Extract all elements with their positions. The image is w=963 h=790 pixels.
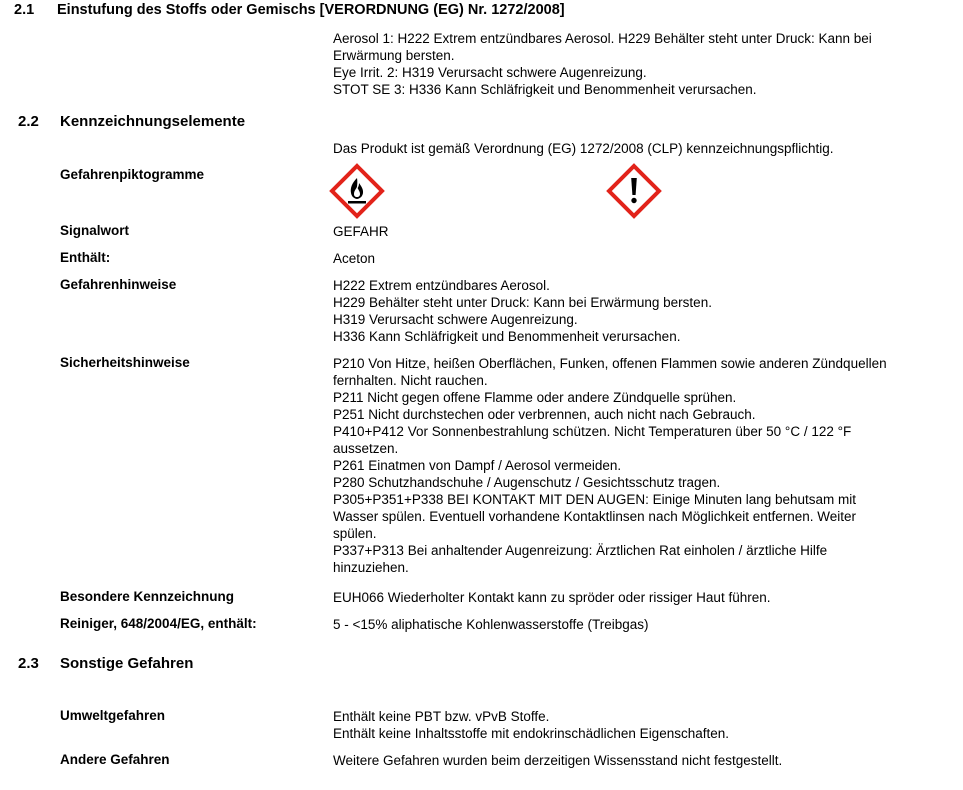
section-title-2-1: Einstufung des Stoffs oder Gemischs [VERORDNUNG (EG) Nr. 1272/2008] — [57, 2, 565, 18]
precautionary-line: P211 Nicht gegen offene Flamme oder andere Zündquelle sprühen. — [333, 390, 737, 405]
precautionary-line: spülen. — [333, 526, 377, 541]
signal-word-label: Signalwort — [60, 223, 130, 238]
precautionary-statements — [333, 355, 887, 576]
precautionary-line: P410+P412 Vor Sonnenbestrahlung schützen. Nicht Temperaturen über 50 °C / 122 °F — [333, 424, 852, 439]
precautionary-line: aussetzen. — [333, 441, 399, 456]
precautionary-line: P251 Nicht durchstechen oder verbrennen, auch nicht nach Gebrauch. — [333, 407, 756, 422]
environmental-hazards — [333, 708, 729, 742]
hazard-statement: H336 Kann Schläfrigkeit und Benommenheit verursachen. — [333, 329, 681, 344]
precautionary-line: hinzuziehen. — [333, 560, 409, 575]
classification-line: Eye Irrit. 2: H319 Verursacht schwere Augenreizung. — [333, 65, 647, 80]
hazard-statements-label: Gefahrenhinweise — [60, 277, 177, 292]
signal-word-value: GEFAHR — [333, 224, 389, 239]
hazard-statement: H229 Behälter steht unter Druck: Kann bei Erwärmung bersten. — [333, 295, 712, 310]
contains-value: Aceton — [333, 251, 376, 266]
precautionary-line: P305+P351+P338 BEI KONTAKT MIT DEN AUGEN: Einige Minuten lang behutsam mit — [333, 492, 857, 507]
pictograms-label: Gefahrenpiktogramme — [60, 167, 205, 182]
section-number-2-1: 2.1 — [14, 2, 35, 18]
classification-line: STOT SE 3: H336 Kann Schläfrigkeit und Benommenheit verursachen. — [333, 82, 757, 97]
classification-line: Aerosol 1: H222 Extrem entzündbares Aerosol. H229 Behälter steht unter Druck: Kann bei — [333, 31, 872, 46]
labeling-intro: Das Produkt ist gemäß Verordnung (EG) 1272/2008 (CLP) kennzeichnungspflichtig. — [333, 141, 834, 156]
precautionary-line: P261 Einatmen von Dampf / Aerosol vermeiden. — [333, 458, 622, 473]
environmental-hazards-label: Umweltgefahren — [60, 708, 166, 723]
precautionary-line: fernhalten. Nicht rauchen. — [333, 373, 488, 388]
precautionary-line: P337+P313 Bei anhaltender Augenreizung: Ärztlichen Rat einholen / ärztliche Hilfe — [333, 543, 828, 558]
precautionary-line: Wasser spülen. Eventuell vorhandene Kontaktlinsen nach Möglichkeit entfernen. Weiter — [333, 509, 857, 524]
section-title-2-3: Sonstige Gefahren — [60, 655, 194, 672]
section-number-2-3: 2.3 — [18, 655, 39, 672]
environmental-line: Enthält keine Inhaltsstoffe mit endokrinschädlichen Eigenschaften. — [333, 726, 729, 741]
exclamation-pictogram-icon — [606, 163, 662, 219]
precautionary-statements-label: Sicherheitshinweise — [60, 355, 190, 370]
contains-label: Enthält: — [60, 250, 111, 265]
precautionary-line: P280 Schutzhandschuhe / Augenschutz / Gesichtsschutz tragen. — [333, 475, 721, 490]
environmental-line: Enthält keine PBT bzw. vPvB Stoffe. — [333, 709, 550, 724]
hazard-statements — [333, 277, 712, 345]
hazard-statement: H319 Verursacht schwere Augenreizung. — [333, 312, 578, 327]
detergent-value: 5 - <15% aliphatische Kohlenwasserstoffe (Treibgas) — [333, 617, 649, 632]
hazard-statement: H222 Extrem entzündbares Aerosol. — [333, 278, 550, 293]
special-labeling-label: Besondere Kennzeichnung — [60, 589, 235, 604]
classification-text — [333, 30, 872, 98]
other-hazards-label: Andere Gefahren — [60, 752, 170, 767]
section-title-2-2: Kennzeichnungselemente — [60, 113, 246, 130]
classification-line: Erwärmung bersten. — [333, 48, 455, 63]
other-hazards-value: Weitere Gefahren wurden beim derzeitigen Wissensstand nicht festgestellt. — [333, 753, 783, 768]
special-labeling-value: EUH066 Wiederholter Kontakt kann zu spröder oder rissiger Haut führen. — [333, 590, 771, 605]
flame-pictogram-icon — [329, 163, 385, 219]
detergent-label: Reiniger, 648/2004/EG, enthält: — [60, 616, 257, 631]
section-number-2-2: 2.2 — [18, 113, 39, 130]
precautionary-line: P210 Von Hitze, heißen Oberflächen, Funken, offenen Flammen sowie anderen Zündquellen — [333, 356, 887, 371]
